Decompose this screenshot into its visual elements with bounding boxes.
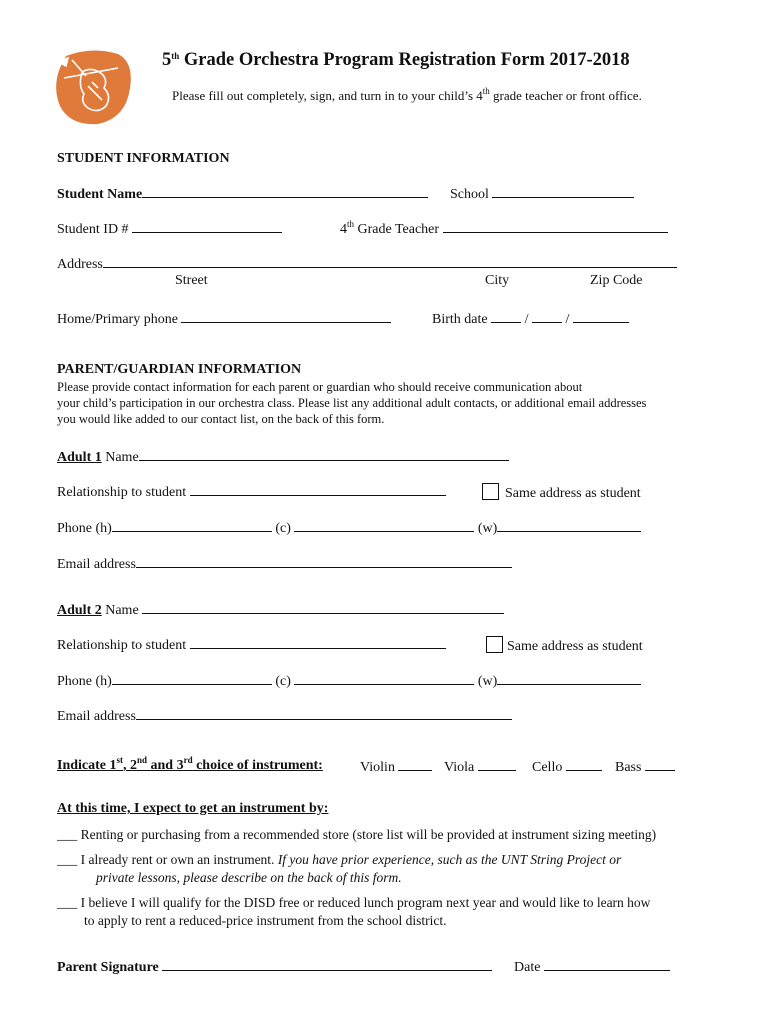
adult1-relationship-field[interactable]: Relationship to student bbox=[57, 483, 446, 501]
parent-desc-line-2: your child’s participation in our orchestra class. Please list any additional adult contacts, or additional email addresses bbox=[57, 396, 647, 410]
adult2-name-field[interactable]: Adult 2 Name bbox=[57, 601, 504, 619]
option-reduced-lunch-cont: to apply to rent a reduced-price instrument from the school district. bbox=[84, 913, 447, 928]
checkbox-icon[interactable] bbox=[486, 636, 503, 653]
checkbox-icon[interactable] bbox=[482, 483, 499, 500]
student-info-heading: STUDENT INFORMATION bbox=[57, 151, 230, 166]
zip-caption: Zip Code bbox=[590, 273, 643, 288]
parent-desc-line-3: you would like added to our contact list, on the back of this form. bbox=[57, 412, 385, 426]
adult1-name-field[interactable]: Adult 1 Name bbox=[57, 448, 509, 466]
home-phone-field[interactable]: Home/Primary phone bbox=[57, 310, 391, 328]
student-id-field[interactable]: Student ID # bbox=[57, 220, 282, 238]
option-own-cont: private lessons, please describe on the back of this form. bbox=[96, 870, 402, 885]
expect-heading: At this time, I expect to get an instrument by: bbox=[57, 801, 329, 816]
school-field[interactable]: School bbox=[450, 185, 634, 203]
adult2-phone-fields[interactable]: Phone (h) (c) (w) bbox=[57, 672, 641, 690]
adult1-same-address-checkbox[interactable]: Same address as student bbox=[482, 483, 641, 502]
cello-choice[interactable]: Cello bbox=[532, 758, 602, 776]
city-caption: City bbox=[485, 273, 510, 288]
option-reduced-lunch[interactable]: ___ I believe I will qualify for the DISD free or reduced lunch program next year and would like to learn how bbox=[57, 895, 651, 910]
instrument-choice-label: Indicate 1st, 2nd and 3rd choice of instrument: bbox=[57, 755, 323, 773]
student-name-field[interactable]: Student Name bbox=[57, 185, 428, 203]
teacher-field[interactable]: 4th Grade Teacher bbox=[340, 220, 668, 238]
violin-choice[interactable]: Violin bbox=[360, 758, 432, 776]
date-field[interactable]: Date bbox=[514, 958, 670, 976]
birth-date-field[interactable]: Birth date / / bbox=[432, 310, 629, 328]
bass-choice[interactable]: Bass bbox=[615, 758, 675, 776]
adult2-relationship-field[interactable]: Relationship to student bbox=[57, 636, 446, 654]
option-own[interactable]: ___ I already rent or own an instrument. If you have prior experience, such as the UNT String Project or bbox=[57, 852, 622, 867]
parent-signature-field[interactable]: Parent Signature bbox=[57, 958, 492, 976]
street-caption: Street bbox=[175, 273, 208, 288]
viola-choice[interactable]: Viola bbox=[444, 758, 516, 776]
form-subtitle: Please fill out completely, sign, and turn in to your child’s 4th grade teacher or front office. bbox=[172, 86, 642, 103]
option-renting[interactable]: ___ Renting or purchasing from a recommended store (store list will be provided at instrument sizing meeting) bbox=[57, 827, 657, 842]
adult1-phone-fields[interactable]: Phone (h) (c) (w) bbox=[57, 519, 641, 537]
adult2-same-address-checkbox[interactable]: Same address as student bbox=[486, 636, 643, 655]
address-field[interactable]: Address bbox=[57, 255, 677, 273]
adult2-email-field[interactable]: Email address bbox=[57, 707, 512, 725]
form-title: 5th Grade Orchestra Program Registration Form 2017-2018 bbox=[162, 50, 630, 70]
parent-info-heading: PARENT/GUARDIAN INFORMATION bbox=[57, 362, 302, 377]
parent-desc-line-1: Please provide contact information for each parent or guardian who should receive communication about bbox=[57, 380, 583, 394]
orchestra-logo bbox=[52, 48, 134, 126]
adult1-email-field[interactable]: Email address bbox=[57, 555, 512, 573]
